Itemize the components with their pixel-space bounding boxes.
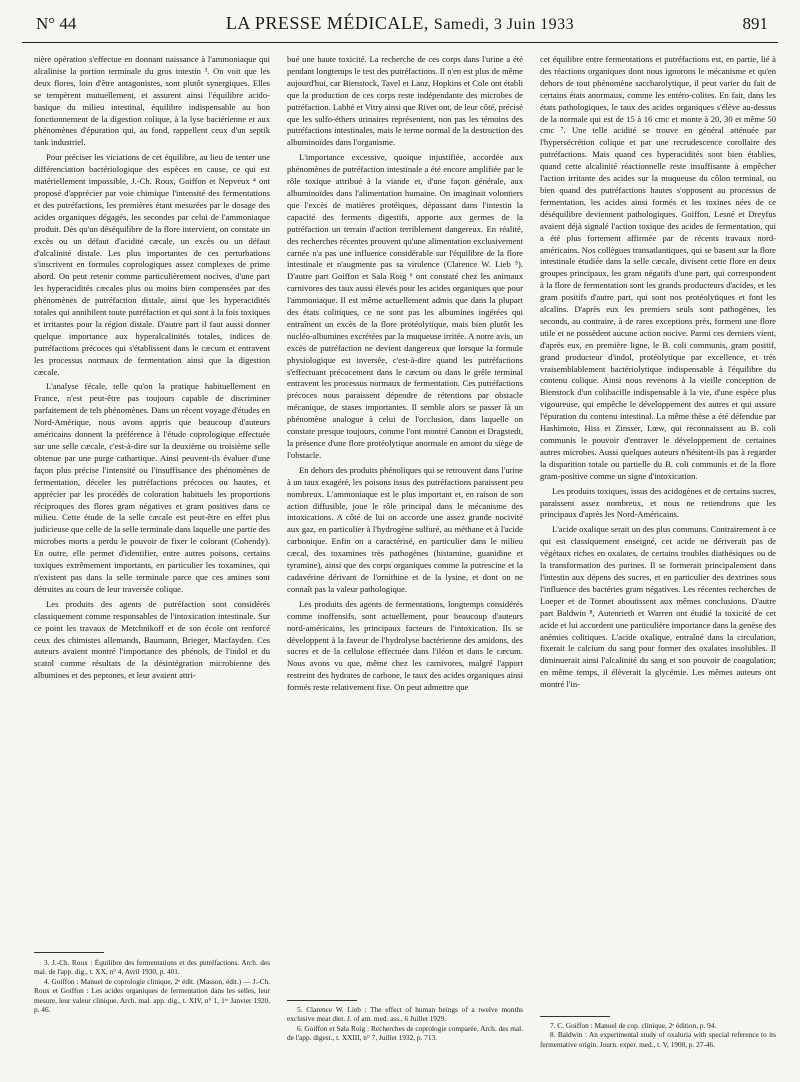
- paragraph: Pour préciser les viciations de cet équilibre, au lieu de tenter une différenciation bactériologique des espèces en cause, ce qui est matériellement impossible, J.-Ch. Roux, Goiffon et Nepveux ⁴ ont proposé d'apprécier par voie chimique l'intensité des fermentations et des putréfactions, les premières étant mesurées par le dosage des acides organiques dégagés, les secondes par celui de l'ammoniaque produit. Dès qu'un déséquilibre de la flore intervient, on constate un excès ou un défaut d'acidité cæcale, un excès ou un défaut d'alcalinité distale. Les plus importantes de ces perturbations s'inscrivent en formules coprologiques assez complexes de prime abord. On peut retenir comme particulièrement nocives, d'une part les hyperacidités cæcales plus ou moins bien compensées par des phénomènes de putréfaction distale, ainsi que les hyperacidités totales qui annihilent toute putréfaction et qui sont à la fois toxiques et irritantes pour la région distale. D'autre part il faut aussi donner quelque importance aux hyperalcalinités totales, indices de putréfactions précoces qui s'établissent dans le cæcum et entravent les processus normaux de fermentation ainsi que la digestion cæcale.: [34, 152, 270, 377]
- page-number: 891: [742, 14, 768, 33]
- footnote-rule: [540, 1016, 610, 1017]
- journal-title-line: [22, 13, 778, 34]
- text-column-1: [34, 54, 270, 685]
- paragraph: L'analyse fécale, telle qu'on la pratique habituellement en France, n'est peut-être pas toujours capable de discriminer parfaitement de tels phénomènes. Dans un récent voyage d'études en Nord-Amérique, nous avons appris que beaucoup d'auteurs américains donnent la préférence à l'étude coprologique effectuée sur une selle cæcale, c'est-à-dire sur la deuxième ou troisième selle obtenue par une purge cathartique. Ainsi peuvent-ils évaluer d'une façon plus précise l'intensité ou l'insuffisance des phénomènes de fermentation, déceler les putréfactions précoces ou hautes, et apprécier par les procédés de coloration habituels les proportions réciproques des flores gram négatives et gram positives dans ce milieu. Cette étude de la selle cæcale est peut-être en effet plus judicieuse que celle de la selle terminale dans laquelle une partie des microbes morts a perdu le pouvoir de fixer le colorant (Cohendy). En outre, elle permet d'identifier, entre autres poisons, certains toxiques extrêmement importants, en particulier les toxamines, qui n'existent pas dans la selle terminale parce que ces amines sont détruites au cours de leur traversée colique.: [34, 381, 270, 594]
- footnotes-column-2: [287, 1005, 523, 1043]
- paragraph: Les produits des agents de fermentations, longtemps considérés comme inoffensifs, sont actuellement, pour beaucoup d'auteurs nord-américains, les principaux facteurs de l'intoxication. Ils se développent à la faveur de l'hydrolyse bactérienne des amidons, des sucres et de la cellulose effectuée dans l'iléon et dans le cæcum. Nous avons vu que, même chez les carnivores, malgré l'apport restreint des hydrates de carbone, le taux des acides organiques ainsi formés reste relativement fixe. On peut admettre que: [287, 598, 523, 693]
- paragraph: cet équilibre entre fermentations et putréfactions est, en partie, lié à des réactions organiques dont nous ignorons le mécanisme et qu'en dehors de tout phénomène saccharolytique, il peut varier du fait de certains états anormaux, comme les entéro-colites. En fait, dans les états pathologiques, le taux des acides organiques s'élève au-dessus de la normale qui est de 15 à 16 cmc et monte à 20, 30 et même 50 cmc ⁷. Une telle acidité se trouve en général atténuée par l'hypersécrétion colique et par une recrudescence corollaire des putréfactions. Mais quand ces hyperacidités sont bien établies, quand cette alcalinité réactionnelle reste insuffisante à empêcher l'action irritante des acides sur la muqueuse du côlon terminal, ou bien quand des putréfactions hautes s'opposent au processus de fermentation, les acides ainsi formés et les toxines nées de ce déséquilibre deviennent pathologiques. Goiffon, Lesné et Dreyfus avaient déjà signalé l'action toxique des acides de fermentation, qui a été plus fortement affirmée par de récents travaux nord-américains. Nos collègues transatlantiques, qui se basent sur la flore intestinale étudiée dans la selle cæcale, divisent cette flore en deux groupes principaux, les gram négatifs d'une part, qui correspondent à la flore de fermentation sont les grands producteurs d'acides, et les gram positifs d'autre part, qui sont nos protéolytiques et font les alcalins. D'après eux les premiers seuls sont pathogènes, les seconds, au contraire, à de rares exceptions près, forment une flore utile et ne possèdent aucune action nocive. Parmi ces derniers vient, d'après eux, en première ligne, le B. coli communis, gram positif, grand producteur d'indol, protéolytique par excellence, et très vraisemblablement bactériolytique indispensable à l'équilibre du contenu colique. Ainsi nous revenons à la vieille conception de Bienstock d'un colibacille indispensable à la vie, d'une espèce plus vigoureuse, qui empêche le développement des autres et qui assure l'épuration du contenu intestinal. La même thèse a été défendue par Hashimoto, Hiss et Zinsser, Lœw, qui reconnaissent au B. coli communis le pouvoir d'entraver le développement de certaines autres microbes. Aussi quelques auteurs n'hésitent-ils pas à regarder la disparition totale ou partielle du B. coli communis et de la flore gram-positive comme un signe d'intoxication.: [540, 54, 776, 481]
- footnote: 8. Baldwin : An experimental study of oxaluria with special reference to its fermentative origin. Journ. exper. med., t. V, 1900, p. 27-46.: [540, 1030, 776, 1049]
- footnote: 7. C. Goiffon : Manuel de cop. clinique, 2ᵉ édition, p. 94.: [550, 1021, 717, 1030]
- text-column-3: [540, 54, 776, 694]
- paragraph: L'acide oxalique serait un des plus communs. Contrairement à ce qui est classiquement enseigné, cet acide ne dériverait pas de végétaux riches en oxalates, de certains troubles diathésiques ou de la transformation des purines. Il se formerait principalement dans l'intestin aux dépens des sucres, et en particulier des dextrines sous l'influence des bactéries gram négatives. Les récentes recherches de Loeper et de Tonnet aboutissent aux mêmes conclusions. D'autre part Baldwin ⁸, Autenrieth et Warren ont étudié la toxicité de cet acide et lui accordent une particulière importance dans la genèse des anémies colitiques. L'acide oxalique, entraîné dans la circulation, fixerait le calcium du sang pour former des oxalates insolubles. Il diminuerait ainsi l'alcalinité du sang et son pouvoir de coagulation; en même temps, il élèverait la glycémie. Les mêmes auteurs ont montré l'in-: [540, 524, 776, 690]
- paragraph: Les produits toxiques, issus des acidogènes et de certains sucres, paraissent assez nombreux, et nous ne retiendrons que les principaux d'après les Nord-Américains.: [540, 485, 776, 520]
- paragraph: bué une haute toxicité. La recherche de ces corps dans l'urine a été pendant longtemps le test des putréfactions. Il n'en est plus de même aujourd'hui, car Bienstock, Tavel et Lanz, Hopkins et Cole ont établi que la production de ces corps reste indépendante des microbes de putréfaction. Labhé et Vitry ainsi que Rivet ont, de leur côté, précisé que les sulfo-éthers urinaires représentent, non pas les témoins des putréfactions intestinales, mais le terme normal de la destruction des albuminoïdes dans l'organisme.: [287, 54, 523, 148]
- paragraph: Les produits des agents de putréfaction sont considérés classiquement comme responsables de l'intoxication intestinale. Sur ce point les travaux de Metchnikoff et de son école ont renforcé ceux des chimistes allemands, Baumann, Brieger, Macfayden. Ces auteurs avaient montré l'importance des phénols, de l'indol et du scatol comme résultats de la désintégration microbienne des albumines et des peptones, et leur avaient attri-: [34, 598, 270, 681]
- footnote: 3. J.-Ch. Roux : Équilibre des fermentations et des putréfactions. Arch. des mal. de l'app. dig., t. XX, n° 4, Avril 1930, p. 401.: [34, 958, 270, 977]
- footnote: 6. Goiffon et Sala Roig : Recherches de coprologie comparée. Arch. des mal. de l'app. digest., t. XXIII, n° 7, Juillet 1932, p. 713.: [287, 1023, 523, 1043]
- text-column-2: [287, 54, 523, 697]
- paragraph: L'importance excessive, quoique injustifiée, accordée aux phénomènes de putréfaction intestinale a été encore amplifiée par le rôle toxique attribué à la viande et, d'une façon générale, aux albuminoïdes dans l'alimentation humaine. On imaginait volontiers que l'excès de matières protéiques, dépassant dans l'intestin la capacité des ferments digestifs, apporte aux germes de la putréfaction un terrain d'action terriblement dangereux. En réalité, des recherches récentes prouvent qu'une alimentation exclusivement carnée n'a pas une influence considérable sur l'équilibre de la flore intestinale et n'augmente pas sa virulence (Clarence W. Lieb ⁵). D'autre part Goiffon et Sala Roig ⁶ ont constaté chez les animaux carnivores des taux aussi élevés pour les acides organiques que pour l'ammoniaque. Il est même actuellement admis que dans la plupart des états colitiques, ce ne sont pas les albumines ingérées qui entraînent un excès de la flore protéolytique, mais bien plutôt les nucléo-albumines excrétées par la muqueuse irritée. A notre avis, un excès de putréfaction ne devient dangereux que lorsque la formule physiologique est inversée, c'est-à-dire quand les putréfactions s'effectuant précocement dans le cæcum ou dans le grêle terminal entravent les processus normaux de fermentation. Ces putréfactions précoces nous paraissent dépendre de rétentions par obstacle mécanique, de stases importantes. Il semble alors se passer là un phénomène analogue à celui de l'occlusion, dans laquelle on constate presque toujours, comme l'ont montré Cannon et Dragstedt, la présence d'une flore protéolytique anormale en amont du siège de l'obstacle.: [287, 152, 523, 460]
- footnote-rule: [34, 952, 104, 953]
- paragraph: nière opération s'effectue en donnant naissance à l'ammoniaque qui alcalinise la portion terminale du gros intestin ³. On voit que les deux flores, loin d'être antagonistes, sont plutôt synergiques. Elles se tempèrent mutuellement, et assurent ainsi l'équilibre acido-basique du milieu intestinal, équilibre indispensable au bon fonctionnement de la digestion colique, à la lyse bactérienne et aux phénomènes d'épuration qui, au fond, rappellent ceux d'un septik tank industriel.: [34, 54, 270, 148]
- paragraph: En dehors des produits phénoliques qui se retrouvent dans l'urine à un taux exagéré, les poisons issus des putréfactions paraissent peu nombreux. L'ammoniaque est le plus important et, en raison de son action diffusible, joue le rôle principal dans le mécanisme des intoxications. A côté de lui on accorde une assez grande nocivité aux gaz, en particulier à l'hydrogène sulfuré, au méthane et à l'acide carbonique. Enfin on a caractérisé, en particulier dans le milieu cæcal, des toxamines très pathogènes (histamine, guanidine et tyramine), ainsi que des corps organiques comme la putrescine et la cadavérine dérivant de l'ornithine et de la lysine, et dont on ne connaît pas la valeur pathologique.: [287, 464, 523, 594]
- page-header: [22, 6, 778, 43]
- footnotes-column-3: [540, 1021, 776, 1049]
- footnote: 5. Clarence W. Lieb : The effect of human beings of a twelve months exclusive meat diet. J. of am. med. ass., 6 Juillet 1929.: [287, 1005, 523, 1024]
- issue-number: N° 44: [36, 14, 77, 33]
- footnotes-column-1: [34, 958, 270, 1014]
- footnote-rule: [287, 1000, 357, 1001]
- journal-name: LA PRESSE MÉDICALE,: [225, 13, 429, 33]
- issue-date: Samedi, 3 Juin 1933: [433, 16, 575, 33]
- footnote: 4. Goiffon : Manuel de coprologie clinique, 2ᵉ édit. (Masson, édit.) — J.-Ch. Roux et Goiffon : Les acides organiques de fermentation dans les selles, leur mesure, leur valeur clinique. Arch. mal. app. dig., t. XIV, n° 1, 1ᵉʳ Janvier 1920, p. 46.: [34, 976, 270, 1015]
